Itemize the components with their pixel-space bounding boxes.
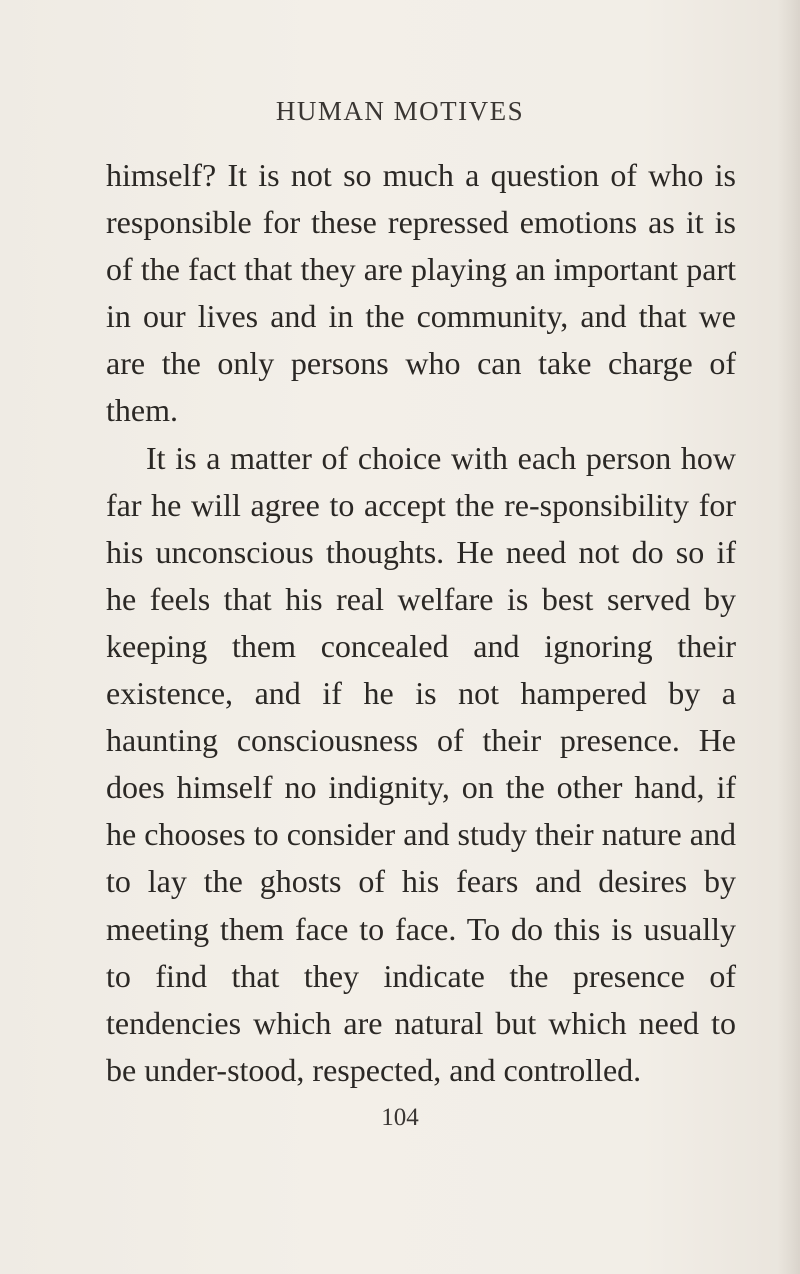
running-head: HUMAN MOTIVES bbox=[275, 96, 525, 126]
paragraph-1: himself? It is not so much a question of who is responsible for these repressed emotions as it is of the fact that they are playing an important part in our lives and in the community, and that we are the only persons who can take charge of them. bbox=[106, 157, 736, 429]
page-edge-shadow bbox=[778, 0, 800, 1274]
body-text bbox=[106, 152, 736, 1094]
page-number: 104 bbox=[381, 1104, 419, 1131]
paragraph-2: It is a matter of choice with each person how far he will agree to accept the re-sponsibility for his unconscious thoughts. He need not do so if he feels that his real welfare is best served by keeping them concealed and ignoring their existence, and if he is not hampered by a haunting consciousness of their presence. He does himself no indignity, on the other hand, if he chooses to consider and study their nature and to lay the ghosts of his fears and desires by meeting them face to face. To do this is usually to find that they indicate the presence of tendencies which are natural but which need to be under-stood, respected, and controlled. bbox=[106, 439, 736, 1088]
